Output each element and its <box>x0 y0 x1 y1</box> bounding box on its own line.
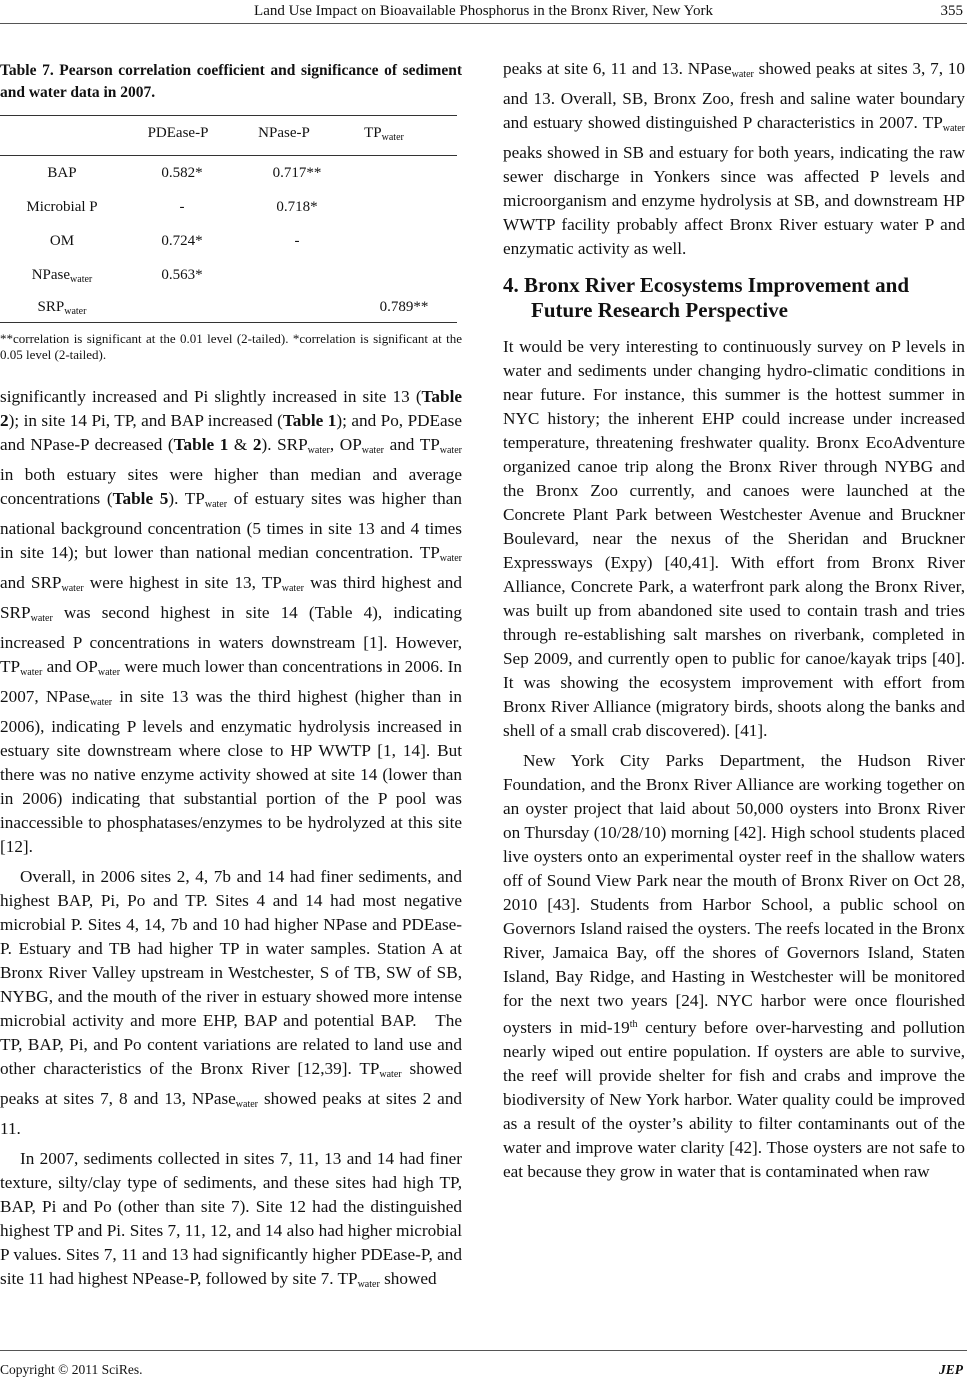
cell-pdease: - <box>179 199 185 215</box>
running-title: Land Use Impact on Bioavailable Phosphorus in the Bronx River, New York <box>254 3 713 19</box>
table-7-caption: Table 7. Pearson correlation coefficient and significance of sediment and water data in 2007. <box>0 62 462 101</box>
table-header-rule <box>0 155 457 156</box>
journal-abbreviation: JEP <box>938 1362 963 1377</box>
row-label: Microbial P <box>26 199 98 215</box>
cell-npase: 0.718* <box>276 199 318 215</box>
table-bottom-rule <box>0 322 457 323</box>
row-label: OM <box>49 233 75 249</box>
paragraph: It would be very interesting to continuously survey on P levels in water and sediments under changing hydro-climatic conditions in near future. For instance, this summer is the hottest summer in NYC history; the inherent EHP could increase under increased temperature, threatening freshwater quality. Bronx EcoAdventure organized canoe trip along the Bronx River through NYBG and the Bronx Zoo currently, and canoes were launched at the Concrete Plant Park between Westchester Avenue and Bruckner Boulevard, near the nexus of the Sheridan and Bruckner Expressways (Expy) [40,41]. With effort from Bronx River Alliance, Concrete Park, a waterfront park along the Bronx River, was built up from abandoned site used to contain trash and tries through re-establishing salt marshes on riverbank, completed in Sep 2009, and currently open to public for canoe/kayak trips [40]. It was showing the ecosystem improvement with effort from Bronx River Alliance (migratory birds, shoots along the banks and shell of a small crab discovered). [41]. <box>503 337 965 740</box>
row-label: NPase$_{water}$ <box>31 267 93 285</box>
col-header-tp: $TP_{water}$ <box>364 125 404 143</box>
footer-rule <box>0 1350 967 1351</box>
running-header <box>0 0 967 22</box>
cell-pdease: 0.724* <box>161 233 203 249</box>
cell-npase: 0.717** <box>272 165 322 181</box>
col-header-npase: NPase-P <box>258 125 310 141</box>
cell-pdease: 0.563* <box>161 267 203 283</box>
section-heading: 4. Bronx River Ecosystems Improvement and Future Research Perspective <box>503 273 909 322</box>
table-7-note: **correlation is significant at the 0.01 level (2-tailed). *correlation is significant at the 0.05 level (2-tailed). <box>0 331 462 362</box>
cell-pdease: 0.582* <box>161 165 203 181</box>
paragraph: peaks at site 6, 11 and 13. NPase$_{water}$ showed peaks at sites 3, 7, 10 and 13. Overall, SB, Bronx Zoo, fresh and saline water boundary and estuary showed distinguished P characteristics in 2007. $TP_{water}$ peaks showed in SB and estuary for both years, indicating the raw sewer discharge in Yonkers since was affected P levels and microorganism and enzyme hydrolysis at SB, and downstream HP WWTP facility probably affect Bronx River estuary water P and enzymatic activity as well. <box>503 59 965 258</box>
paragraph: significantly increased and Pi slightly increased in site 13 (Table 2); in site 14 Pi, TP, and BAP increased (Table 1); and Po, PDEase and NPase-P decreased (Table 1 & 2). $SRP_{water}$, $OP_{water}$ and $TP_{water}$ in both estuary sites were higher than median and average concentrations (Table 5). $TP_{water}$ of estuary sites was higher than national background concentration (5 times in site 13 and 4 times in site 14); but lower than national median concentration. $TP_{water}$ and $SRP_{water}$ were highest in site 13, $TP_{water}$ was third highest and $SRP_{water}$ was second highest in site 14 (Table 4), indicating increased P concentrations in waters downstream [1]. However, $TP_{water}$ and $OP_{water}$ were much lower than concentrations in 2006. In 2007, NPase$_{water}$ in site 13 was the third highest (higher than in 2006), indicating P levels and enzymatic hydrolysis increased in estuary site downstream where close to HP WWTP [1, 14]. But there was no native enzyme activity showed at site 14 (lower than in 2006) indicating that substantial portion of the P pool was inaccessible to phosphatases/enzymes to be hydrolyzed at this site [12]. <box>0 387 463 856</box>
paragraph: New York City Parks Department, the Hudson River Foundation, and the Bronx River Alliance are working together on an oyster project that laid about 50,000 oysters into Bronx River on Thursday (10/28/10) morning [42]. High school students placed live oysters onto an experimental oyster reef in the shallow waters off of Sound View Park near the mouth of Bronx River on Oct 28, 2010 [43]. Students from Harbor School, a public school on Governors Island raised the oysters. The reefs located in the Bronx River, Jamaica Bay, off the shores of Governors Island, Staten Island, Bay Ridge, and Hasting in Westchester will be monitored for the next two years [24]. NYC harbor were once flourished oysters in mid-19th century before over-harvesting and pollution nearly wiped out entire population. If oysters are able to survive, the reef will provide shelter for fish and crabs and improve the biodiversity of New York harbor. Water quality could be improved as a result of the oyster’s ability to filter contaminants out of the water and improve water clarity [42]. Those oysters are not safe to eat because they grow in water that is contaminated when raw <box>503 751 965 1181</box>
left-column <box>0 60 462 1297</box>
header-rule <box>0 23 967 24</box>
cell-npase: - <box>294 233 300 249</box>
copyright-notice: Copyright © 2011 SciRes. <box>0 1362 143 1377</box>
table-7 <box>0 115 462 323</box>
row-label: $SRP_{water}$ <box>37 299 87 317</box>
right-column <box>503 57 965 1184</box>
paragraph: Overall, in 2006 sites 2, 4, 7b and 14 had finer sediments, and highest BAP, Pi, Po and TP. Sites 4 and 14 had most negative microbial P. Sites 4, 14, 7b and 10 had higher NPase and PDEase-P. Estuary and TB had higher TP in water samples. Station A at Bronx River Valley upstream in Westchester, S of TB, SW of SB, NYBG, and the mouth of the river in estuary showed more intense microbial activity and more EHP, BAP and potential BAP. The TP, BAP, Pi, and Po content variations are related to land use and other characteristics of the Bronx River [12,39]. $TP_{water}$ showed peaks at sites 7, 8 and 13, NPase$_{water}$ showed peaks at sites 2 and 11. <box>0 867 463 1138</box>
paragraph: In 2007, sediments collected in sites 7, 11, 13 and 14 had finer texture, silty/clay type of sediments, and these sites had high TP, BAP, Pi and Po (other than site 7). Site 12 had the distinguished highest TP and Pi. Sites 7, 11, 12, and 14 also had higher microbial P values. Sites 7, 11 and 13 had significantly higher PDEase-P, and site 11 had highest NPease-P, followed by site 7. $TP_{water}$ showed <box>0 1149 462 1290</box>
cell-tp: 0.789** <box>379 299 429 315</box>
col-header-pdease: PDEase-P <box>147 125 209 141</box>
row-label: BAP <box>47 165 77 181</box>
page-number: 355 <box>940 3 963 19</box>
table-top-rule <box>0 115 457 116</box>
